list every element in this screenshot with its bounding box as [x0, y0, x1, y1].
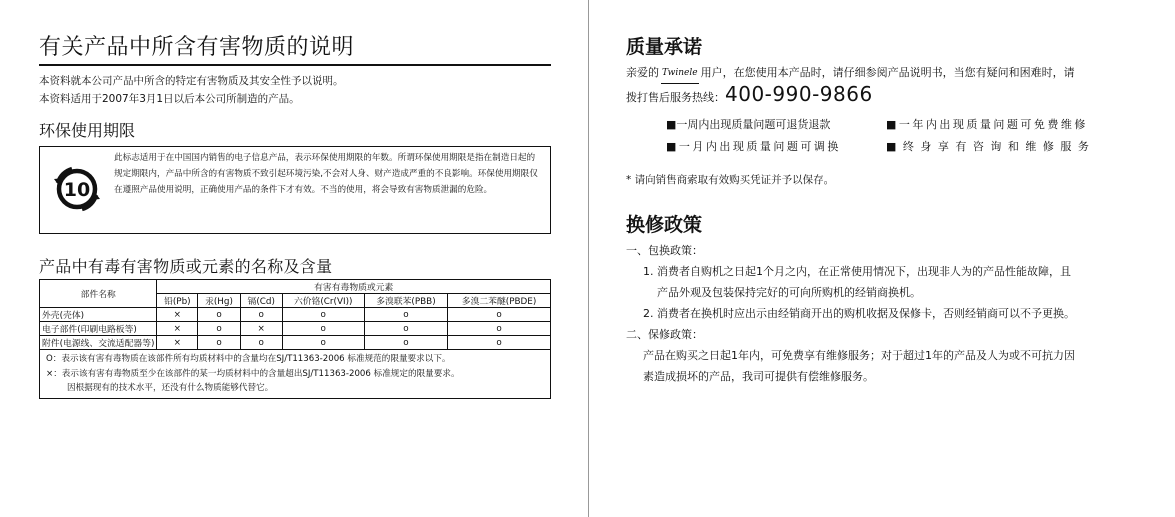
cell: o — [364, 308, 447, 322]
exchange-item-1-cont: 产品外观及包装保持完好的可向所购机的经销商换机。 — [657, 286, 921, 299]
cell: o — [282, 322, 364, 336]
service-item: ■一周内出现质量问题可退货退款 — [666, 118, 831, 131]
right-page — [626, 32, 1140, 387]
hazard-title: 有关产品中所含有害物质的说明 — [39, 30, 551, 66]
hazard-table — [39, 279, 551, 350]
note-cross: ×：表示该有害有毒物质至少在该部件的某一均质材料中的含量超出SJ/T11363-2006 标准规定的限量要求。 — [46, 368, 460, 379]
row-part: 电子部件(印刷电路板等) — [40, 322, 157, 336]
hotline-line — [626, 84, 1140, 108]
cell: o — [448, 322, 551, 336]
exchange-policy-title: 一、包换政策： — [626, 244, 703, 257]
left-page — [39, 30, 551, 399]
warranty-policy-title: 二、保修政策： — [626, 328, 703, 341]
intro-suffix: 用户，在您使用本产品时，请仔细参阅产品说明书，当您有疑问和困难时，请 — [700, 66, 1075, 79]
cell: o — [282, 336, 364, 350]
hotline-number: 400-990-9866 — [725, 82, 873, 106]
eco-icon-number: 10 — [63, 179, 91, 201]
quality-intro — [626, 63, 1140, 84]
table-notes — [39, 350, 551, 399]
cell: × — [240, 322, 282, 336]
cell: o — [364, 322, 447, 336]
table-row — [40, 308, 551, 322]
cell: o — [364, 336, 447, 350]
table-row — [40, 322, 551, 336]
col-header-hg: 汞(Hg) — [198, 294, 241, 308]
cell: o — [448, 308, 551, 322]
exchange-item-1: 1. 消费者自购机之日起1个月之内，在正常使用情况下，出现非人为的产品性能故障，且 — [643, 265, 1071, 278]
brand-logo: Twinele — [661, 63, 699, 84]
note-reason: 因根据现有的技术水平，还没有什么物质能够代替它。 — [67, 383, 274, 393]
policy-body — [626, 240, 1140, 387]
service-item: ■一月内出现质量问题可调换 — [666, 140, 841, 153]
note-circle: O：表示该有害有毒物质在该部件所有均质材料中的含量均在SJ/T11363-2006 标准规范的限量要求以下。 — [46, 354, 451, 364]
intro — [39, 72, 551, 108]
intro-line-1: 本资料就本公司产品中所含的特定有害物质及其安全性予以说明。 — [39, 75, 344, 87]
cell: o — [198, 336, 241, 350]
cell: o — [240, 308, 282, 322]
quality-heading: 质量承诺 — [626, 36, 703, 58]
cell: × — [157, 322, 198, 336]
exchange-item-2: 2. 消费者在换机时应出示由经销商开出的购机收据及保修卡，否则经销商可以不予更换。 — [643, 307, 1075, 320]
hotline-label: 拨打售后服务热线： — [626, 91, 725, 104]
cell: × — [157, 336, 198, 350]
intro-prefix: 亲爱的 — [626, 66, 659, 79]
col-header-cd: 镉(Cd) — [240, 294, 282, 308]
col-header-pb: 铅(Pb) — [157, 294, 198, 308]
col-header-pbb: 多溴联苯(PBB) — [364, 294, 447, 308]
eco-description: 此标志适用于在中国国内销售的电子信息产品，表示环保使用期限的年数。所谓环保使用期限是指在制造日起的规定期限内，产品中所含的有害物质不致引起环境污染,不会对人身、财产造成严重的不良影响。环保使用期限仅在遵照产品使用说明，正确使用产品的条件下才有效。不当的使用，将会导致有害物质泄漏的危险。 — [114, 153, 538, 195]
table-heading: 产品中有毒有害物质或元素的名称及含量 — [39, 257, 333, 276]
part-header: 部件名称 — [40, 280, 157, 308]
environmental-protection-period-icon — [48, 160, 106, 218]
table-row — [40, 336, 551, 350]
col-header-pbde: 多溴二苯醚(PBDE) — [448, 294, 551, 308]
page-divider — [588, 0, 589, 517]
group-header: 有害有毒物质或元素 — [157, 280, 551, 294]
intro-line-2: 本资料适用于2007年3月1日以后本公司所制造的产品。 — [39, 93, 300, 105]
cell: o — [240, 336, 282, 350]
receipt-note: * 请向销售商索取有效购买凭证并予以保存。 — [626, 174, 835, 186]
service-item: ■一年内出现质量问题可免费维修 — [886, 118, 1088, 131]
cell: o — [198, 308, 241, 322]
cell: o — [448, 336, 551, 350]
service-list — [666, 114, 1140, 158]
eco-box — [39, 146, 551, 234]
cell: o — [282, 308, 364, 322]
row-part: 附件(电源线、交流适配器等) — [40, 336, 157, 350]
service-item: ■终身享有咨询和维修服务 — [886, 140, 1096, 153]
eco-heading: 环保使用期限 — [39, 121, 136, 140]
row-part: 外壳(壳体) — [40, 308, 157, 322]
warranty-text-cont: 素造成损坏的产品，我司可提供有偿维修服务。 — [643, 370, 874, 383]
warranty-text: 产品在购买之日起1年内，可免费享有维修服务；对于超过1年的产品及人为或不可抗力因 — [643, 349, 1075, 362]
cell: × — [157, 308, 198, 322]
policy-heading: 换修政策 — [626, 214, 703, 236]
cell: o — [198, 322, 241, 336]
col-header-cr6: 六价铬(Cr(VI)) — [282, 294, 364, 308]
